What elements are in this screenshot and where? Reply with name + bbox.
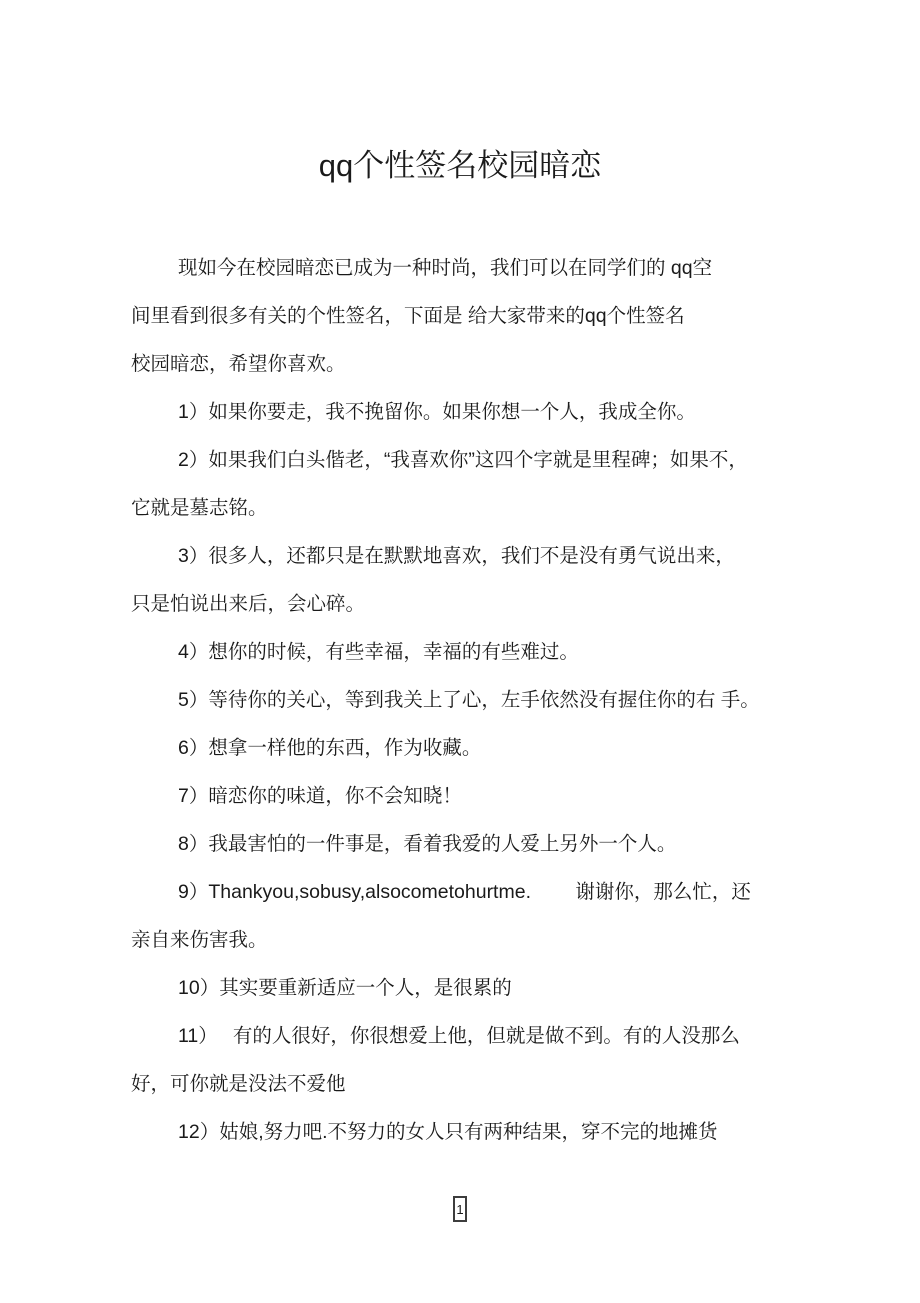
paragraph-line: 校园暗恋，希望你喜欢。 — [131, 353, 346, 375]
paragraph-line: 现如今在校园暗恋已成为一种时尚，我们可以在同学们的 qq空 — [178, 257, 713, 279]
quote-line-2: 2）如果我们白头偕老，“我喜欢你”这四个字就是里程碑；如果不， — [178, 449, 748, 471]
page-footer — [0, 1196, 920, 1222]
quote-line-10: 10）其实要重新适应一个人，是很累的 — [178, 977, 512, 999]
page-number-box — [453, 1196, 466, 1222]
quote-line-11: 11） 有的人很好，你很想爱上他，但就是做不到。有的人没那么 — [178, 1025, 740, 1047]
quote-line-3: 3）很多人，还都只是在默默地喜欢，我们不是没有勇气说出来， — [178, 545, 735, 567]
page-number: 1 — [456, 1201, 464, 1217]
quote-line-9: 9）Thankyou,sobusy,alsocometohurtme. 谢谢你，那么忙，还 — [178, 881, 751, 903]
quote-line-7: 7）暗恋你的味道，你不会知晓！ — [178, 785, 462, 807]
quote-line-12: 12）姑娘,努力吧.不努力的女人只有两种结果，穿不完的地摊货 — [178, 1121, 718, 1143]
quote-line-2-cont: 它就是墓志铭。 — [131, 497, 268, 519]
quote-line-8: 8）我最害怕的一件事是，看着我爱的人爱上另外一个人。 — [178, 833, 677, 855]
quote-line-1: 1）如果你要走，我不挽留你。如果你想一个人，我成全你。 — [178, 401, 696, 423]
document-title: qq个性签名校园暗恋 — [318, 148, 602, 183]
quote-line-5: 5）等待你的关心，等到我关上了心，左手依然没有握住你的右 手。 — [178, 689, 760, 711]
quote-line-11-cont: 好，可你就是没法不爱他 — [131, 1073, 346, 1095]
document-body — [131, 244, 811, 1156]
paragraph-line: 间里看到很多有关的个性签名，下面是 给大家带来的qq个性签名 — [131, 305, 685, 327]
quote-line-4: 4）想你的时候，有些幸福，幸福的有些难过。 — [178, 641, 579, 663]
quote-line-3-cont: 只是怕说出来后，会心碎。 — [131, 593, 366, 615]
quote-line-6: 6）想拿一样他的东西，作为收藏。 — [178, 737, 482, 759]
quote-line-9-cont: 亲自来伤害我。 — [131, 929, 268, 951]
